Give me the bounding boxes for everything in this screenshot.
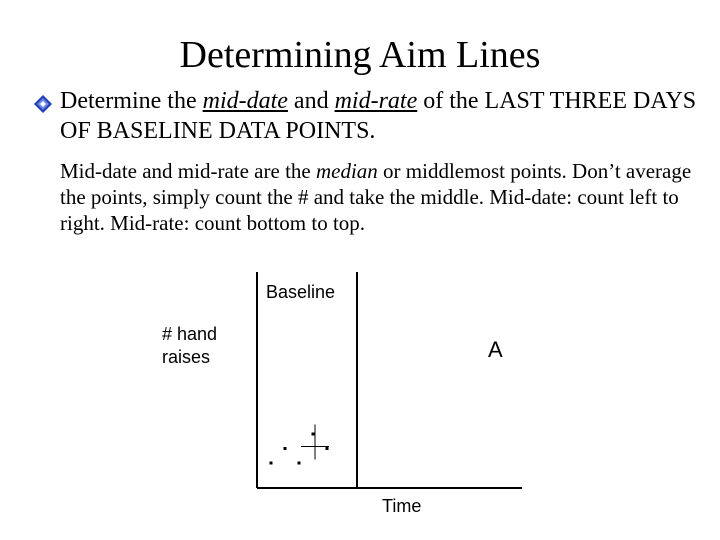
slide-title: Determining Aim Lines	[179, 34, 541, 76]
median-cross	[301, 425, 329, 460]
data-point-1	[270, 462, 273, 465]
bullet2-text-2: or middlemost points. Don’t average the points, simply count the # and take the middle. Mid-date: count left to right. Mid-rate: count bottom to top.	[60, 159, 692, 235]
mid-date-term: mid-date	[202, 88, 288, 114]
bullet1-text-1: Determine the	[60, 88, 203, 114]
data-point-3	[298, 462, 301, 465]
bullet1-text-2: and	[287, 88, 335, 114]
data-point-2	[284, 447, 287, 450]
data-point-4	[312, 433, 315, 436]
x-axis-label: Time	[382, 496, 422, 516]
y-axis-label: # hand raises	[162, 324, 218, 367]
baseline-label: Baseline	[266, 282, 336, 302]
data-point-5	[326, 447, 329, 450]
bullet2-text-1: Mid-date and mid-rate are the	[60, 159, 316, 183]
mid-rate-term: mid-rate	[334, 88, 418, 114]
bullet1-text-3: of the LAST THREE DAYS OF BASELINE DATA POINTS.	[60, 88, 697, 144]
median-term: median	[315, 159, 378, 183]
phase-a-label: A	[488, 337, 503, 362]
